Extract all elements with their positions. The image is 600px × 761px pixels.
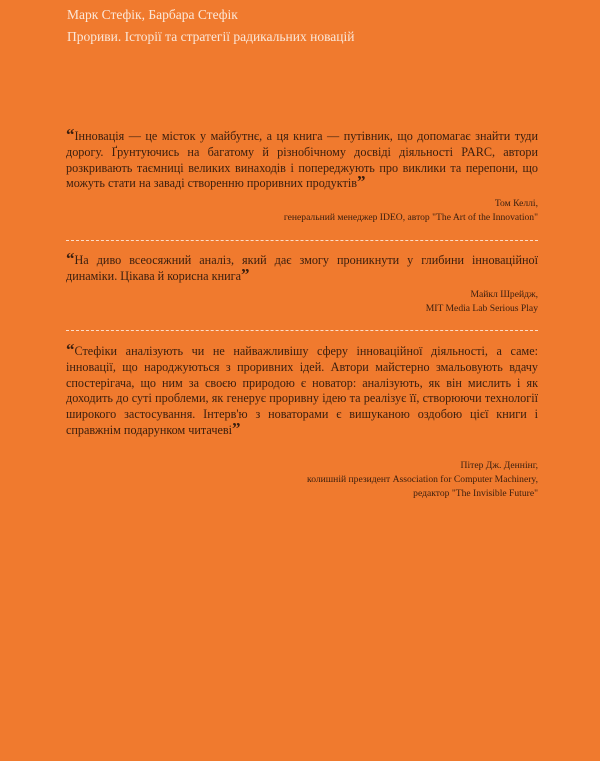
close-quote-mark: ” (357, 172, 366, 192)
close-quote-mark: ” (232, 418, 241, 438)
review-attribution-2 (118, 288, 538, 316)
reviewer-role: MIT Media Lab Serious Play (425, 303, 538, 314)
reviewer-role: колишній президент Association for Computer Machinery, (307, 474, 538, 485)
section-divider (66, 330, 538, 331)
review-quote-2 (66, 249, 538, 285)
quote-text: Інновація — це місток у майбутнє, а ця книга — путівник, що допомагає знайти туди дорогу. Ґрунтуючись на багатому й різнобічному досвіді діяльності PARC, автори розкривають таємниці великих винаходів і попереджують про виклики та перепони, що можуть стати на заваді створенню проривних продуктів (66, 129, 538, 191)
section-divider (66, 240, 538, 241)
reviewer-name: Том Келлі, (494, 198, 538, 209)
reviewer-role-2: редактор "The Invisible Future" (413, 488, 538, 499)
review-attribution-3 (118, 459, 538, 501)
open-quote-mark: “ (66, 125, 75, 144)
close-quote-mark: ” (241, 264, 250, 284)
quote-text: Стефіки аналізують чи не найважливішу сферу інноваційної діяльності, а саме: інновації, що народжуються з проривних ідей. Автори майстерно змальовують вдачу спостерігача, що ним за своєю природою є новатор: аналізують, як він мислить і як доходить до суті проблеми, як генерує проривну ідею та реалізує її, створюючи технології широкого застосування. Інтерв'ю з новаторами є вишуканою оздобою цієї книги і справжнім подарунком читачеві (66, 344, 538, 437)
reviewer-name: Майкл Шрейдж, (470, 289, 538, 300)
quote-text: На диво всеосяжний аналіз, який дає змогу проникнути у глибини інноваційної динаміки. Цікава й корисна книга (66, 253, 538, 283)
book-authors: Марк Стефік, Барбара Стефік (67, 7, 238, 22)
open-quote-mark: “ (66, 340, 75, 359)
review-attribution-1 (118, 197, 538, 225)
review-quote-1 (66, 125, 538, 192)
reviewer-name: Пітер Дж. Деннінг, (460, 460, 538, 471)
open-quote-mark: “ (66, 249, 75, 268)
review-quote-3 (66, 340, 538, 439)
book-title: Прориви. Історії та стратегії радикальних новацій (67, 29, 355, 44)
reviewer-role: генеральний менеджер IDEO, автор "The Art of the Innovation" (283, 212, 538, 223)
